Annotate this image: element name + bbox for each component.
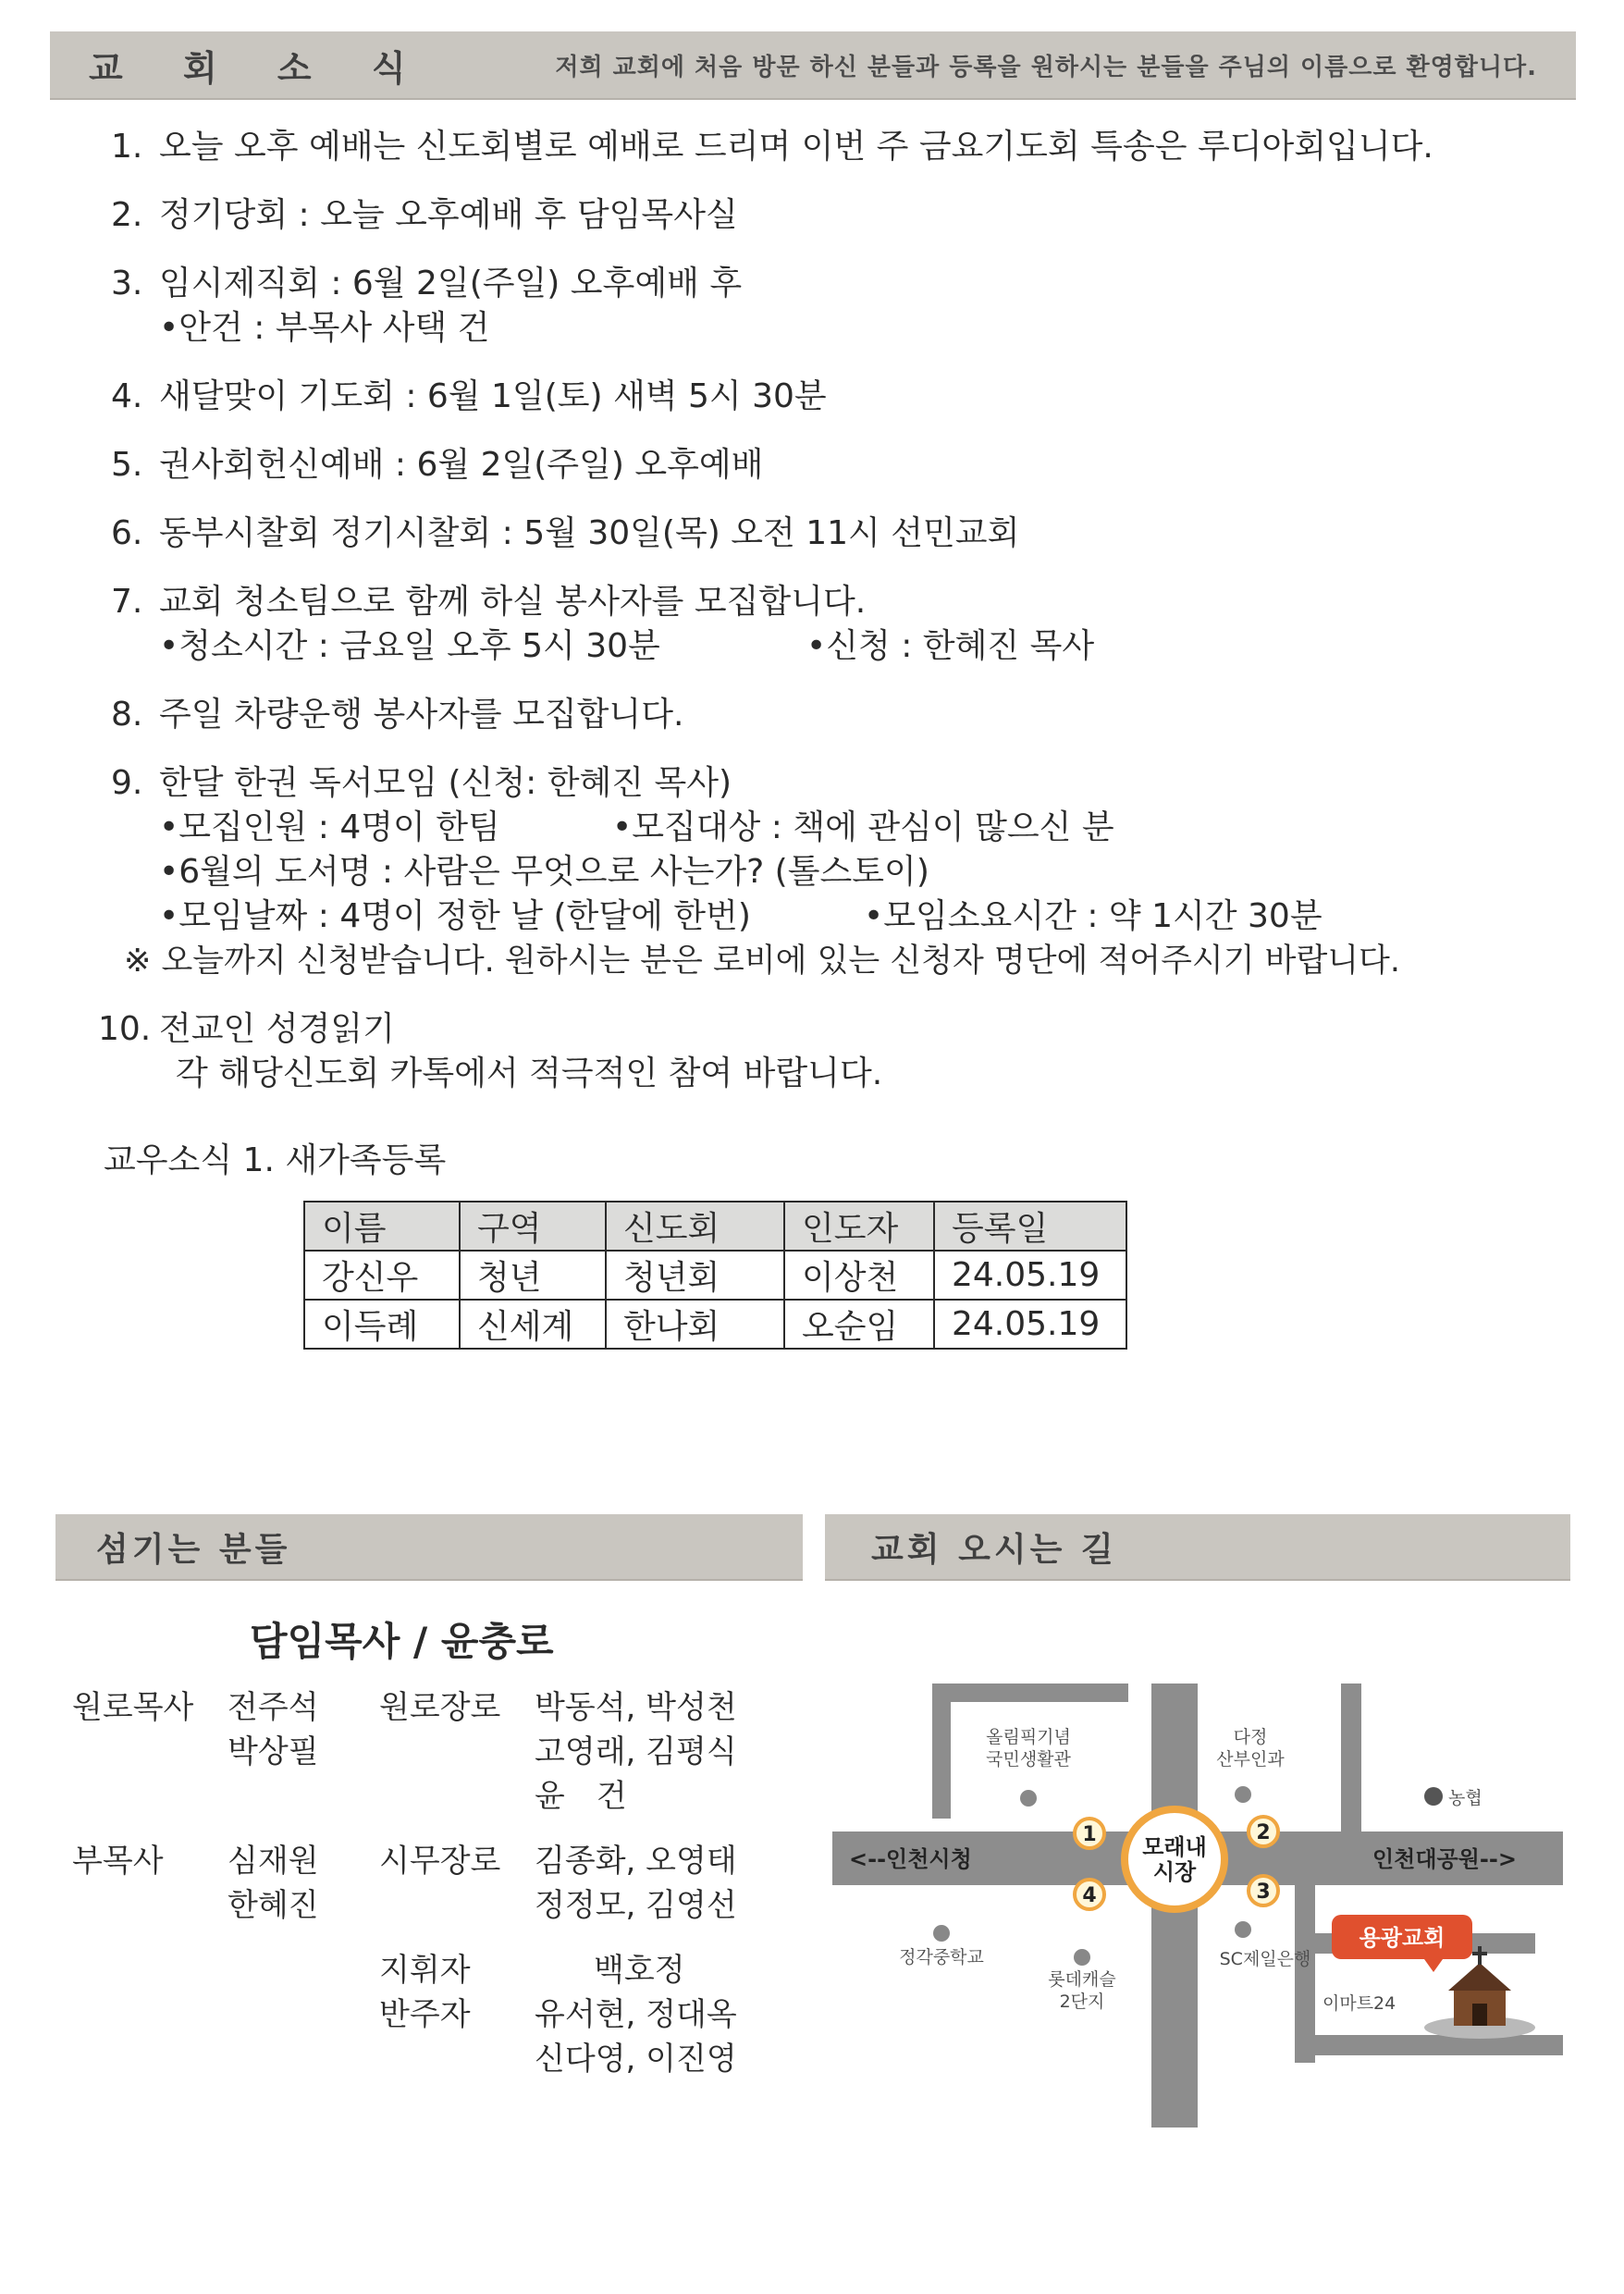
serve-banner — [55, 1514, 803, 1581]
svg-text:1: 1 — [1082, 1823, 1097, 1846]
nonghyup-dot — [1424, 1787, 1443, 1806]
news-item-4: 4. 새달맞이 기도회 : 6월 1일(토) 새벽 5시 30분 — [111, 375, 1535, 419]
news-subtitle: 저희 교회에 처음 방문 하신 분들과 등록을 원하시는 분들을 주님의 이름으로 환영합니다. — [555, 53, 1537, 81]
table-header: 등록일 — [934, 1202, 1126, 1251]
landmark-dot — [1020, 1790, 1037, 1807]
market-label-1: 모래내 — [1142, 1834, 1207, 1860]
news-item-note: ※ 오늘까지 신청받습니다. 원하시는 분은 로비에 있는 신청자 명단에 적어주시기 바랍니다. — [124, 943, 1400, 980]
family-label: 교우소식 1. 새가족등록 — [104, 1141, 447, 1179]
landmark-dot — [1074, 1949, 1090, 1966]
news-banner — [50, 31, 1576, 100]
landmark-nonghyup: 농협 — [1448, 1788, 1483, 1808]
serve-title: 섬기는 분들 — [96, 1530, 291, 1569]
staff-row: 원로목사 전주석 박상필 원로장로 박동석, 박성천 고영래, 김평식 윤 건 — [72, 1689, 737, 1815]
news-item-9: 9. 한달 한권 독서모임 (신청: 한혜진 목사) •모집인원 : 4명이 한팀 •모집대상 : 책에 관심이 많으신 분 •6월의 도서명 : 사람은 무엇으로 사는가? (톨스토이) •모임날짜 : 4명이 정한 날 (한달에 한번) •모임소요시간 : 약 1시간 30분 ※ 오늘까지 신청받습니다. 원하시는 분은 로비에 있는 신청자 명단에 적어주시기 바랍니다. — [111, 761, 1535, 983]
news-item-text: 전교인 성경읽기 — [159, 1010, 395, 1048]
landmark-olympic-1: 올림픽기념 — [986, 1727, 1071, 1747]
landmark-jeonggak: 정각중학교 — [899, 1947, 984, 1967]
landmark-lotte-2: 2단지 — [1059, 1992, 1105, 2012]
news-item-8: 8. 주일 차량운행 봉사자를 모집합니다. — [111, 693, 1535, 737]
news-item-sub: •신청 : 한혜진 목사 — [806, 627, 1095, 665]
svg-text:2: 2 — [1256, 1821, 1271, 1844]
directions-map — [832, 1684, 1572, 2137]
news-item-text: 주일 차량운행 봉사자를 모집합니다. — [159, 696, 684, 734]
left-road-label: <--인천시청 — [849, 1846, 972, 1872]
news-item-sub: •안건 : 부목사 사택 건 — [159, 309, 490, 347]
news-item-sub: •모임소요시간 : 약 1시간 30분 — [864, 897, 1323, 935]
news-item-5: 5. 권사회헌신예배 : 6월 2일(주일) 오후예배 — [111, 443, 1535, 487]
news-item-text: 오늘 오후 예배는 신도회별로 예배로 드리며 이번 주 금요기도회 특송은 루디아회입니다. — [159, 128, 1433, 166]
table-row: 강신우 청년 청년회 이상천 24.05.19 — [304, 1251, 1126, 1300]
church-label: 용광교회 — [1359, 1925, 1446, 1951]
landmark-dot — [933, 1925, 950, 1942]
news-item-sub: •모집대상 : 책에 관심이 많으신 분 — [612, 808, 1114, 846]
news-item-1: 1. 오늘 오후 예배는 신도회별로 예배로 드리며 이번 주 금요기도회 특송은 루디아회입니다. — [111, 125, 1535, 169]
table-header: 인도자 — [784, 1202, 934, 1251]
news-item-text: 교회 청소팀으로 함께 하실 봉사자를 모집합니다. — [159, 583, 867, 621]
svg-text:3: 3 — [1256, 1881, 1271, 1904]
news-item-10: 10. 전교인 성경읽기 각 해당신도회 카톡에서 적극적인 참여 바랍니다. — [98, 1007, 1535, 1096]
svg-text:4: 4 — [1082, 1884, 1097, 1907]
landmark-sc: SC제일은행 — [1219, 1949, 1311, 1969]
landmark-lotte-1: 롯데캐슬 — [1048, 1969, 1116, 1990]
landmark-dot — [1235, 1921, 1251, 1938]
table-row: 이득례 신세계 한나회 오순임 24.05.19 — [304, 1300, 1126, 1349]
news-item-text: 정기당회 : 오늘 오후예배 후 담임목사실 — [159, 196, 738, 234]
right-road-label: 인천대공원--> — [1372, 1846, 1517, 1872]
news-item-sub: •청소시간 : 금요일 오후 5시 30분 — [159, 627, 660, 665]
news-item-sub: •모임날짜 : 4명이 정한 날 (한달에 한번) — [159, 897, 751, 935]
news-item-sub: 각 해당신도회 카톡에서 적극적인 참여 바랍니다. — [176, 1054, 883, 1092]
staff-list — [72, 1685, 775, 2102]
news-item-text: 권사회헌신예배 : 6월 2일(주일) 오후예배 — [159, 446, 764, 484]
table-header-row — [304, 1202, 1126, 1251]
table-header: 이름 — [304, 1202, 460, 1251]
news-item-3: 3. 임시제직회 : 6월 2일(주일) 오후예배 후 •안건 : 부목사 사택 건 — [111, 262, 1535, 351]
landmark-dot — [1235, 1786, 1251, 1803]
landmark-dajeong-2: 산부인과 — [1216, 1749, 1285, 1770]
senior-pastor: 담임목사 / 윤충로 — [250, 1619, 554, 1664]
directions-title: 교회 오시는 길 — [871, 1530, 1117, 1569]
news-title: 교 회 소 식 — [89, 47, 430, 89]
news-item-sub: •6월의 도서명 : 사람은 무엇으로 사는가? (톨스토이) — [159, 853, 929, 891]
news-item-text: 동부시찰회 정기시찰회 : 5월 30일(목) 오전 11시 선민교회 — [159, 514, 1020, 552]
news-item-2: 2. 정기당회 : 오늘 오후예배 후 담임목사실 — [111, 193, 1535, 238]
staff-row: 지휘자 반주자 백호정 유서현, 정대옥 신다영, 이진영 — [379, 1952, 737, 2078]
news-item-text: 새달맞이 기도회 : 6월 1일(토) 새벽 5시 30분 — [159, 377, 827, 415]
news-list — [98, 125, 1535, 1120]
new-family-table — [303, 1201, 1127, 1350]
staff-row: 부목사 심재원 한혜진 시무장로 김종화, 오영태 정정모, 김영선 — [72, 1843, 737, 1924]
landmark-emart: 이마트24 — [1323, 1993, 1396, 2014]
news-item-7: 7. 교회 청소팀으로 함께 하실 봉사자를 모집합니다. •청소시간 : 금요일 오후 5시 30분 •신청 : 한혜진 목사 — [111, 580, 1535, 669]
directions-banner — [825, 1514, 1570, 1581]
landmark-dajeong-1: 다정 — [1233, 1727, 1268, 1747]
news-item-sub: •모집인원 : 4명이 한팀 — [159, 808, 500, 846]
table-header: 신도회 — [606, 1202, 784, 1251]
news-item-text: 한달 한권 독서모임 (신청: 한혜진 목사) — [159, 764, 732, 802]
landmark-olympic-2: 국민생활관 — [986, 1749, 1071, 1770]
news-item-6: 6. 동부시찰회 정기시찰회 : 5월 30일(목) 오전 11시 선민교회 — [111, 512, 1535, 556]
table-header: 구역 — [460, 1202, 606, 1251]
market-label-2: 시장 — [1152, 1859, 1197, 1885]
news-item-text: 임시제직회 : 6월 2일(주일) 오후예배 후 — [159, 265, 743, 302]
